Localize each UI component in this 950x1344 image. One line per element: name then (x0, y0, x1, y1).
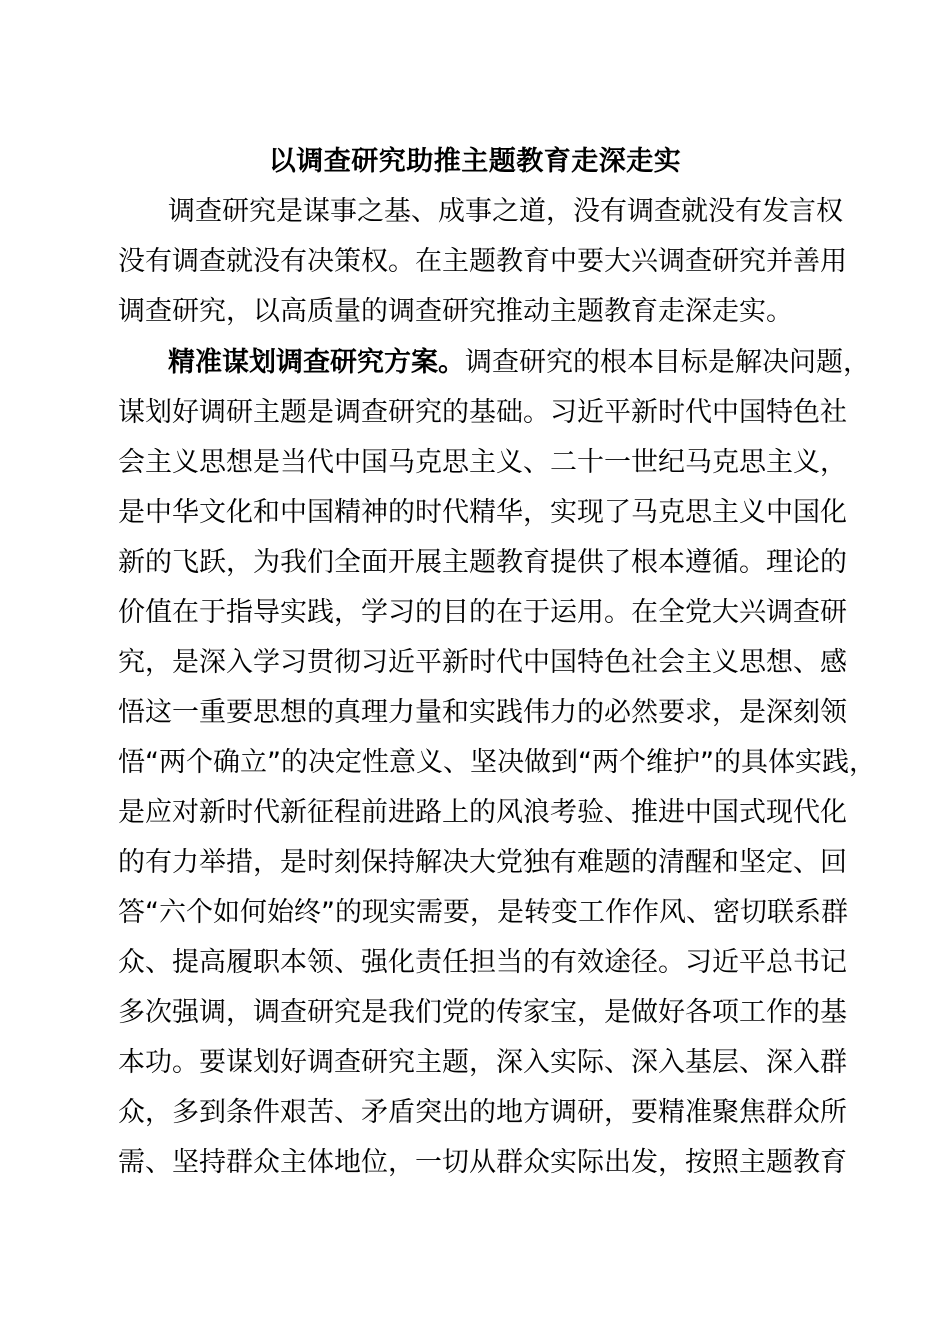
paragraph-line: 悟“两个确立”的决定性意义、坚决做到“两个维护”的具体实践， (118, 747, 876, 778)
paragraph-line: 众，多到条件艰苦、矛盾突出的地方调研，要精准聚焦群众所 (118, 1097, 847, 1128)
paragraph-line: 会主义思想是当代中国马克思主义、二十一世纪马克思主义， (118, 447, 847, 478)
paragraph-line (168, 341, 870, 385)
paragraph-line: 需、坚持群众主体地位，一切从群众实际出发，按照主题教育 (118, 1147, 847, 1178)
document-title: 以调查研究助推主题教育走深走实 (268, 146, 682, 177)
paragraph-line: 悟这一重要思想的真理力量和实践伟力的必然要求，是深刻领 (118, 697, 847, 728)
paragraph-line: 的有力举措，是时刻保持解决大党独有难题的清醒和坚定、回 (118, 847, 847, 878)
section-heading: 精准谋划调查研究方案。 (168, 347, 465, 378)
paragraph-text: 调查研究的根本目标是解决问题， (465, 347, 870, 378)
paragraph-line: 众、提高履职本领、强化责任担当的有效途径。习近平总书记 (118, 947, 847, 978)
paragraph-line: 是应对新时代新征程前进路上的风浪考验、推进中国式现代化 (118, 797, 847, 828)
paragraph-line: 调查研究是谋事之基、成事之道，没有调查就没有发言权 (168, 196, 843, 227)
paragraph-line: 谋划好调研主题是调查研究的基础。习近平新时代中国特色社 (118, 397, 847, 428)
paragraph-line: 新的飞跃，为我们全面开展主题教育提供了根本遵循。理论的 (118, 547, 847, 578)
paragraph-line: 调查研究，以高质量的调查研究推动主题教育走深走实。 (118, 296, 793, 327)
paragraph-line: 价值在于指导实践，学习的目的在于运用。在全党大兴调查研 (118, 597, 847, 628)
paragraph-line: 多次强调，调查研究是我们党的传家宝，是做好各项工作的基 (118, 997, 847, 1028)
paragraph-line: 答“六个如何始终”的现实需要，是转变工作作风、密切联系群 (118, 897, 848, 928)
paragraph-line: 本功。要谋划好调查研究主题，深入实际、深入基层、深入群 (118, 1047, 847, 1078)
paragraph-line: 究，是深入学习贯彻习近平新时代中国特色社会主义思想、感 (118, 647, 847, 678)
paragraph-line: 没有调查就没有决策权。在主题教育中要大兴调查研究并善用 (118, 246, 847, 277)
paragraph-line: 是中华文化和中国精神的时代精华，实现了马克思主义中国化 (118, 497, 847, 528)
